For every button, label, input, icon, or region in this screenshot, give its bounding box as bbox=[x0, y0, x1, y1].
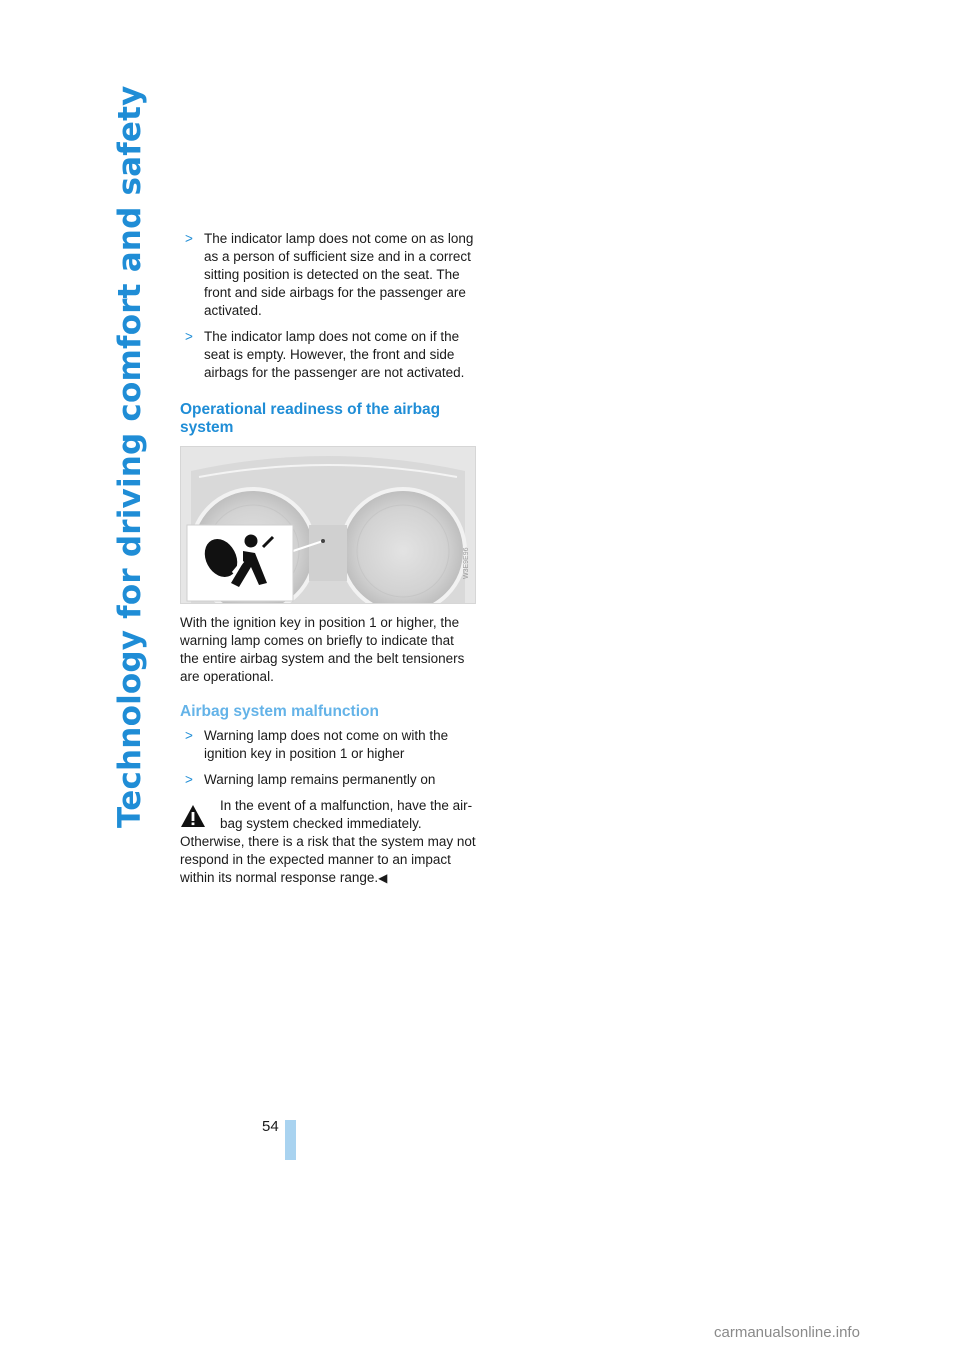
page-marker-bar bbox=[285, 1120, 296, 1160]
bullet-item bbox=[180, 230, 476, 320]
bullet-text: The indicator lamp does not come on as long as a person of sufficient size and in a correct sitting position is detected on the seat. The front and side airbags for the passenger are activated. bbox=[204, 231, 474, 318]
bullet-marker: > bbox=[185, 231, 193, 246]
instrument-cluster-illustration bbox=[181, 447, 475, 603]
bullet-text: The indicator lamp does not come on if the seat is empty. However, the front and side airbags for the passenger are not activated. bbox=[204, 329, 465, 380]
page-number: 54 bbox=[262, 1118, 279, 1135]
section-heading: Operational readiness of the airbag system bbox=[180, 401, 441, 436]
figure-code: W3E9E96 bbox=[463, 547, 470, 579]
chapter-side-title: Technology for driving comfort and safety bbox=[112, 85, 148, 828]
bullet-text: Warning lamp does not come on with the ignition key in position 1 or higher bbox=[204, 728, 449, 761]
bullet-marker: > bbox=[185, 728, 193, 743]
bullet-item bbox=[180, 771, 476, 789]
watermark: carmanualsonline.info bbox=[714, 1324, 860, 1341]
warning-text: In the event of a malfunction, have the air-bag system checked immediately. Otherwise, there is a risk that the system may not respond in the expected manner to an impact within its normal response range. bbox=[180, 798, 476, 885]
bullet-marker: > bbox=[185, 772, 193, 787]
warning-note bbox=[180, 797, 476, 887]
bullet-marker: > bbox=[185, 329, 193, 344]
bullet-text: Warning lamp remains permanently on bbox=[204, 772, 436, 787]
bullet-item bbox=[180, 328, 476, 382]
malfunction-subheading: Airbag system malfunction bbox=[180, 703, 379, 720]
readiness-paragraph: With the ignition key in position 1 or higher, the warning lamp comes on briefly to indicate that the entire airbag system and the belt tensioners are operational. bbox=[180, 615, 465, 684]
bullet-item bbox=[180, 727, 476, 763]
warning-triangle-icon bbox=[180, 804, 206, 828]
main-column bbox=[180, 230, 476, 887]
instrument-cluster-figure bbox=[180, 446, 476, 604]
end-marker: ◀ bbox=[378, 871, 388, 885]
